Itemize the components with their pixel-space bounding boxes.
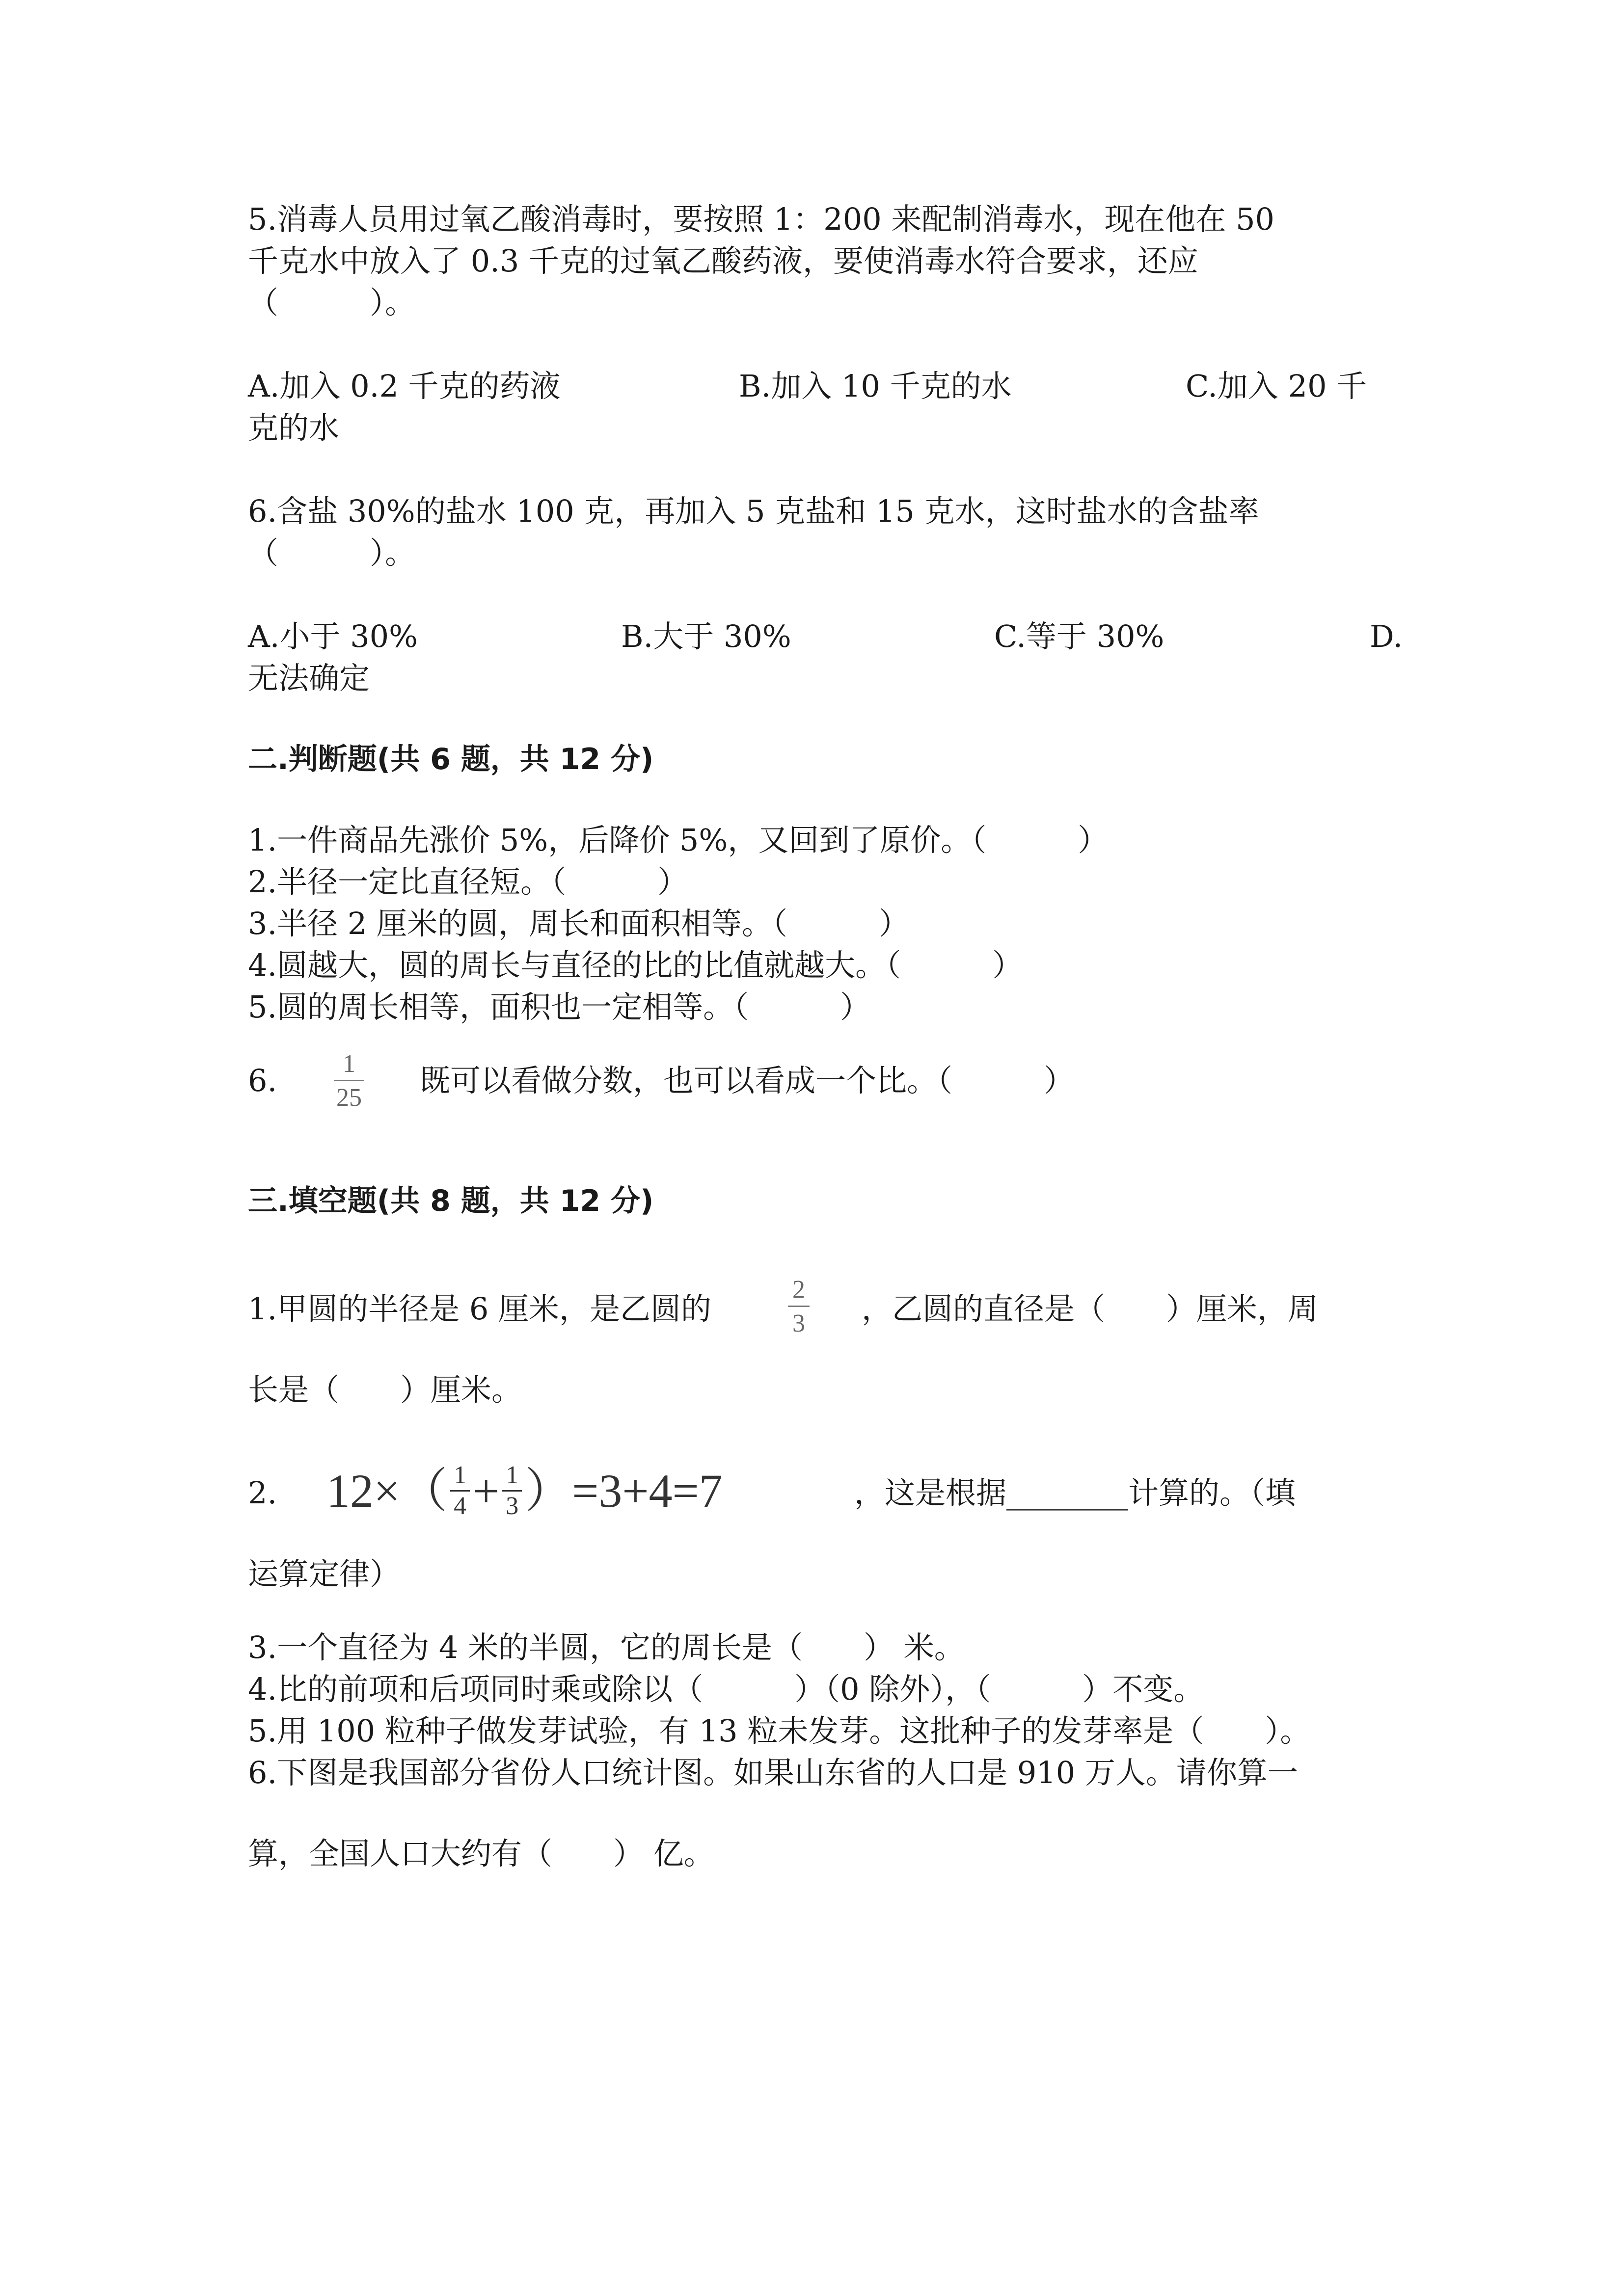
section2-title: 二.判断题(共 6 题，共 12 分) bbox=[248, 742, 654, 776]
q5-line2: 千克水中放入了 0.3 千克的过氧乙酸药液，要使消毒水符合要求，还应 bbox=[248, 243, 1199, 279]
fraction-numerator: 1 bbox=[506, 1461, 519, 1489]
fraction-bar bbox=[788, 1306, 810, 1307]
fraction-denominator: 4 bbox=[454, 1492, 467, 1520]
q6-option-d[interactable]: D. bbox=[1370, 618, 1403, 654]
q6-option-b[interactable]: B.大于 30% bbox=[621, 618, 791, 654]
fraction-denominator: 3 bbox=[792, 1309, 805, 1337]
formula-suffix: ）=3+4=7 bbox=[525, 1464, 723, 1517]
judge-item-6-number: 6. bbox=[248, 1063, 277, 1098]
fraction-denominator: 25 bbox=[336, 1084, 362, 1112]
q5-option-c[interactable]: C.加入 20 千 bbox=[1186, 368, 1367, 404]
fill-item-3: 3.一个直径为 4 米的半圆，它的周长是（ ） 米。 bbox=[248, 1629, 965, 1665]
fraction-numerator: 2 bbox=[792, 1276, 805, 1304]
fill-item-2-formula bbox=[326, 1463, 723, 1519]
q5-line1: 5.消毒人员用过氧乙酸消毒时，要按照 1：200 来配制消毒水，现在他在 50 bbox=[248, 201, 1274, 237]
formula-fraction-1 bbox=[450, 1463, 470, 1519]
judge-item-6-text: 既可以看做分数，也可以看成一个比。（ ） bbox=[420, 1063, 1075, 1098]
fill-item-5: 5.用 100 粒种子做发芽试验，有 13 粒未发芽。这批种子的发芽率是（ ）。 bbox=[248, 1713, 1311, 1749]
q5-option-a[interactable]: A.加入 0.2 千克的药液 bbox=[248, 368, 561, 404]
fill-item-4: 4.比的前项和后项同时乘或除以（ ）（0 除外），（ ）不变。 bbox=[248, 1671, 1204, 1707]
q6-option-d-cont: 无法确定 bbox=[248, 660, 370, 696]
q5-option-c-cont: 克的水 bbox=[248, 410, 340, 446]
fraction-bar bbox=[502, 1490, 522, 1492]
fill-item-1-part-b: ，乙圆的直径是（ ）厘米，周 bbox=[862, 1291, 1319, 1327]
formula-prefix: 12×（ bbox=[326, 1464, 448, 1517]
judge-item-4: 4.圆越大，圆的周长与直径的比的比值就越大。（ ） bbox=[248, 947, 1023, 983]
fill-item-1-part-a: 1.甲圆的半径是 6 厘米，是乙圆的 bbox=[248, 1291, 712, 1327]
fraction-denominator: 3 bbox=[506, 1492, 519, 1520]
judge-item-3: 3.半径 2 厘米的圆，周长和面积相等。（ ） bbox=[248, 906, 910, 941]
judge-item-6-fraction bbox=[334, 1050, 364, 1112]
formula-fraction-2 bbox=[502, 1463, 522, 1519]
fill-item-6-line2: 算，全国人口大约有（ ） 亿。 bbox=[248, 1836, 714, 1871]
fill-item-2-number: 2. bbox=[248, 1475, 277, 1511]
fill-item-1-fraction bbox=[788, 1276, 810, 1337]
fill-item-1-part-c: 长是（ ）厘米。 bbox=[248, 1372, 522, 1408]
judge-item-1: 1.一件商品先涨价 5%，后降价 5%，又回到了原价。（ ） bbox=[248, 822, 1109, 858]
q6-option-a[interactable]: A.小于 30% bbox=[248, 618, 418, 654]
fraction-numerator: 1 bbox=[454, 1461, 467, 1489]
q5-line3: （ ）。 bbox=[248, 285, 416, 320]
fraction-bar bbox=[334, 1080, 364, 1081]
judge-item-5: 5.圆的周长相等，面积也一定相等。（ ） bbox=[248, 989, 871, 1025]
fill-item-2-text: ，这是根据________计算的。（填 bbox=[854, 1475, 1296, 1511]
q6-option-c[interactable]: C.等于 30% bbox=[994, 618, 1164, 654]
formula-plus: + bbox=[473, 1464, 500, 1517]
judge-item-2: 2.半径一定比直径短。（ ） bbox=[248, 864, 688, 900]
fill-item-2-cont: 运算定律） bbox=[248, 1556, 401, 1592]
q6-line1: 6.含盐 30%的盐水 100 克，再加入 5 克盐和 15 克水，这时盐水的含盐率 bbox=[248, 493, 1259, 529]
fraction-bar bbox=[450, 1490, 470, 1492]
fill-item-6-line1: 6.下图是我国部分省份人口统计图。如果山东省的人口是 910 万人。请你算一 bbox=[248, 1755, 1298, 1790]
fraction-numerator: 1 bbox=[343, 1050, 355, 1078]
section3-title: 三.填空题(共 8 题，共 12 分) bbox=[248, 1184, 654, 1218]
q6-line2: （ ）。 bbox=[248, 535, 416, 571]
q5-option-b[interactable]: B.加入 10 千克的水 bbox=[739, 368, 1012, 404]
